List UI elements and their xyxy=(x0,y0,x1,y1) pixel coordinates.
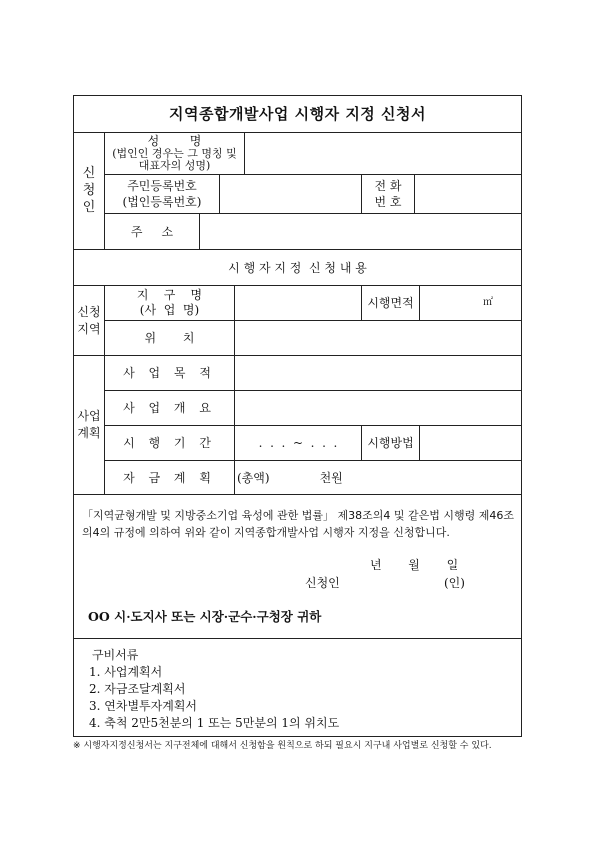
registration-label-sub: (법인등록번호) xyxy=(122,195,202,209)
applicant-group-label xyxy=(74,132,104,249)
fund-unit: 천원 xyxy=(319,470,343,485)
purpose-label: 사 업 목 적 xyxy=(123,366,216,380)
summary-label: 사 업 개 요 xyxy=(123,401,216,415)
phone-field[interactable] xyxy=(415,175,521,213)
applicant-label-char: 인 xyxy=(82,200,96,215)
registration-label-main: 주민등록번호 xyxy=(127,179,197,193)
document-item: 1. 사업계획서 xyxy=(89,665,163,679)
plan-group-label xyxy=(74,356,104,494)
name-label-main: 성 명 xyxy=(147,134,202,148)
period-label: 시 행 기 간 xyxy=(123,436,216,450)
area-label: 시행면적 xyxy=(367,296,414,310)
name-label xyxy=(105,133,244,174)
method-field[interactable] xyxy=(420,426,521,460)
region-label-line: 신청 xyxy=(77,304,101,319)
region-group-label xyxy=(74,286,104,355)
method-label: 시행방법 xyxy=(367,436,414,450)
summary-field[interactable] xyxy=(235,391,521,425)
addressee: OO 시·도지사 또는 시장·군수·구청장 귀하 xyxy=(88,609,322,624)
name-field[interactable] xyxy=(245,133,521,174)
fund-label: 자 금 계 획 xyxy=(123,470,216,485)
plan-label-line: 사업 xyxy=(77,409,101,423)
address-field[interactable] xyxy=(200,214,521,249)
address-label: 주 소 xyxy=(130,224,174,239)
area-unit: ㎡ xyxy=(483,297,493,308)
location-field[interactable] xyxy=(235,321,521,355)
application-form xyxy=(73,95,522,737)
document-item: 3. 연차별투자계획서 xyxy=(89,699,198,713)
district-field[interactable] xyxy=(235,286,361,320)
registration-number-field[interactable] xyxy=(220,175,361,213)
fund-total-label: (총액) xyxy=(237,470,270,485)
period-field[interactable]: . . . ~ . . . xyxy=(258,436,338,450)
plan-label-line: 계획 xyxy=(77,426,101,440)
applicant-label-char: 신 xyxy=(82,166,96,181)
date-line: 년 월 일 xyxy=(370,558,459,572)
divider xyxy=(74,494,521,495)
phone-label xyxy=(362,175,414,213)
signer-label: 신청인 xyxy=(305,576,340,590)
section-title: 시 행 자 지 정 신 청 내 용 xyxy=(228,260,367,275)
fund-field[interactable] xyxy=(235,461,521,494)
region-label-line: 지역 xyxy=(77,321,101,336)
document-item: 2. 자금조달계획서 xyxy=(89,682,186,696)
name-label-sub: (법인인 경우는 그 명칭 및 대표자의 성명) xyxy=(112,147,237,172)
seal-label: (인) xyxy=(444,576,465,590)
location-label: 위 치 xyxy=(144,331,195,345)
district-label-sub: (사 업 명) xyxy=(139,303,200,317)
footnote: ※ 시행자지정신청서는 지구전체에 대해서 신청함을 원칙으로 하되 필요시 지구내 사업별로 신청할 수 있다. xyxy=(73,741,492,751)
applicant-label-char: 청 xyxy=(82,183,96,198)
document-item: 4. 축척 2만5천분의 1 또는 5만분의 1의 위치도 xyxy=(89,716,340,730)
form-title: 지역종합개발사업 시행자 지정 신청서 xyxy=(168,105,426,123)
documents-heading: 구비서류 xyxy=(92,648,139,662)
purpose-field[interactable] xyxy=(235,356,521,390)
district-label-main: 지 구 명 xyxy=(136,288,203,302)
phone-label-line: 전 화 xyxy=(374,179,402,193)
registration-number-label xyxy=(105,175,219,213)
statement-text: 「지역균형개발 및 지방중소기업 육성에 관한 법률」 제38조의4 및 같은법 시행령 제46조의4의 규정에 의하여 위와 같이 지역종합개발사업 시행자 지정을 신청합니다. xyxy=(82,509,514,539)
divider xyxy=(74,638,521,639)
phone-label-line: 번 호 xyxy=(374,195,402,209)
district-label xyxy=(105,286,234,320)
